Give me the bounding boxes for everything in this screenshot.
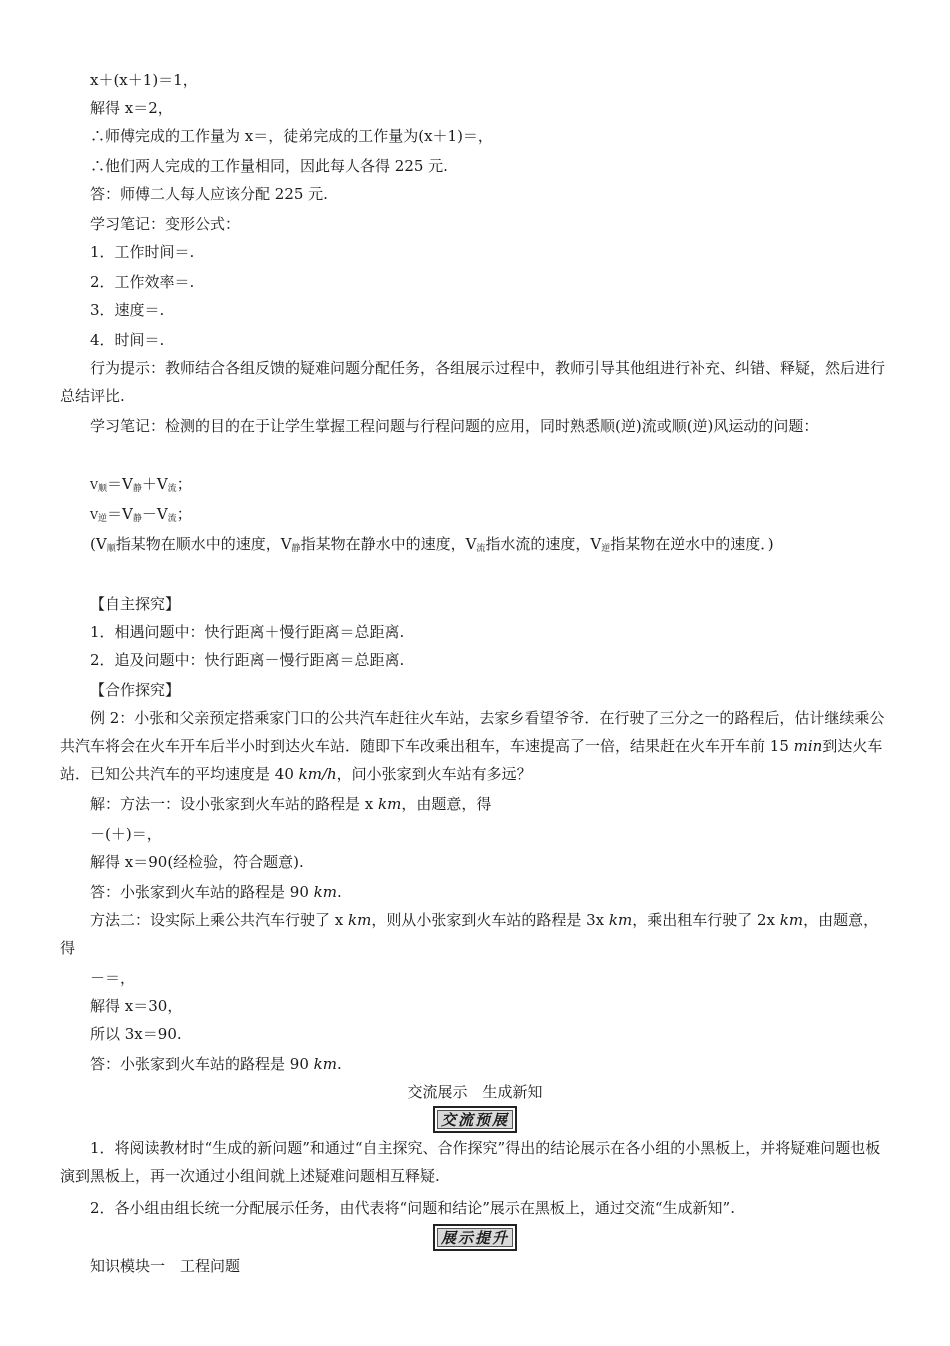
formula-item: 3．速度＝.: [90, 301, 165, 319]
formula-explanation: ($V_顺$指某物在顺水中的速度，$V_静$指某物在静水中的速度，$V_流$指水流的速度，$V_逆$指某物在逆水中的速度．): [90, 535, 774, 554]
conclusion-line: ∴他们两人完成的工作量相同，因此每人各得 225 元.: [90, 157, 448, 175]
equation-line: －＝，: [90, 969, 136, 987]
instruction-paragraph: 2．各小组由组长统一分配展示任务，由代表将“问题和结论”展示在黑板上，通过交流“生成新知”.: [90, 1199, 735, 1217]
formula-item: 4．时间＝.: [90, 331, 165, 349]
behavior-hint-paragraph: 行为提示：教师结合各组反馈的疑难问题分配任务，各组展示过程中，教师引导其他组进行补充、纠错、释疑，然后进行总结评比.: [60, 359, 886, 405]
list-item: 1．相遇问题中：快行距离＋慢行距离＝总距离.: [90, 623, 405, 641]
banner-label: 展示提升: [433, 1224, 517, 1251]
solution-line: 解得 x＝2，: [90, 99, 173, 117]
solution-line: 解得 x＝30，: [90, 997, 183, 1015]
equation-line: x＋(x＋1)＝1，: [90, 71, 198, 89]
instruction-paragraph: 1．将阅读教材时“生成的新问题”和通过“自主探究、合作探究”得出的结论展示在各小组的小黑板上，并将疑难问题也板演到黑板上，再一次通过小组间就上述疑难问题相互释疑.: [60, 1139, 881, 1185]
section-banner: [0, 1106, 950, 1133]
equation-line: －(＋)＝，: [90, 825, 162, 843]
list-item: 2．追及问题中：快行距离－慢行距离＝总距离.: [90, 651, 405, 669]
section-banner: [0, 1224, 950, 1251]
method-one-line: 解：方法一：设小张家到火车站的路程是 x km，由题意，得: [90, 795, 492, 813]
formula-item: 2．工作效率＝.: [90, 273, 195, 291]
answer-line: 答：师傅二人每人应该分配 225 元.: [90, 185, 328, 203]
answer-line: 答：小张家到火车站的路程是 90 km.: [90, 883, 342, 901]
study-note-paragraph: 学习笔记：检测的目的在于让学生掌握工程问题与行程问题的应用，同时熟悉顺(逆)流或顺(逆)风运动的问题：: [90, 417, 819, 435]
method-two-paragraph: 方法二：设实际上乘公共汽车行驶了 x km，则从小张家到火车站的路程是 3x km，乘出租车行驶了 2x km，由题意，得: [60, 911, 879, 957]
answer-line: 答：小张家到火车站的路程是 90 km.: [90, 1055, 342, 1073]
solution-line: 解得 x＝90(经检验，符合题意).: [90, 853, 304, 871]
module-heading: 知识模块一 工程问题: [90, 1257, 241, 1275]
formula-upstream: $V_逆=V_静-V_流$；: [90, 505, 192, 524]
workload-line: ∴师傅完成的工作量为 x＝，徒弟完成的工作量为(x＋1)＝，: [90, 127, 493, 145]
study-note-heading: 学习笔记：变形公式：: [90, 215, 241, 233]
banner-label: 交流预展: [433, 1106, 517, 1133]
section-title: 交流展示 生成新知: [407, 1083, 543, 1101]
formula-downstream: $V_顺=V_静+V_流$；: [90, 475, 192, 494]
formula-item: 1．工作时间＝.: [90, 243, 195, 261]
section-heading-cooperative-study: 【合作探究】: [90, 681, 181, 699]
example-problem-paragraph: 例 2：小张和父亲预定搭乘家门口的公共汽车赶往火车站，去家乡看望爷爷．在行驶了三分之一的路程后，估计继续乘公共汽车将会在火车开车后半小时到达火车站．随即下车改乘出租车，车速提高了一倍，结果赶在火车开车前 15 min到达火车站．已知公共汽车的平均速度是 40 km/h，问小张家到火车站有多远？: [60, 709, 885, 783]
result-line: 所以 3x＝90.: [90, 1025, 182, 1043]
section-heading-self-study: 【自主探究】: [90, 595, 181, 613]
